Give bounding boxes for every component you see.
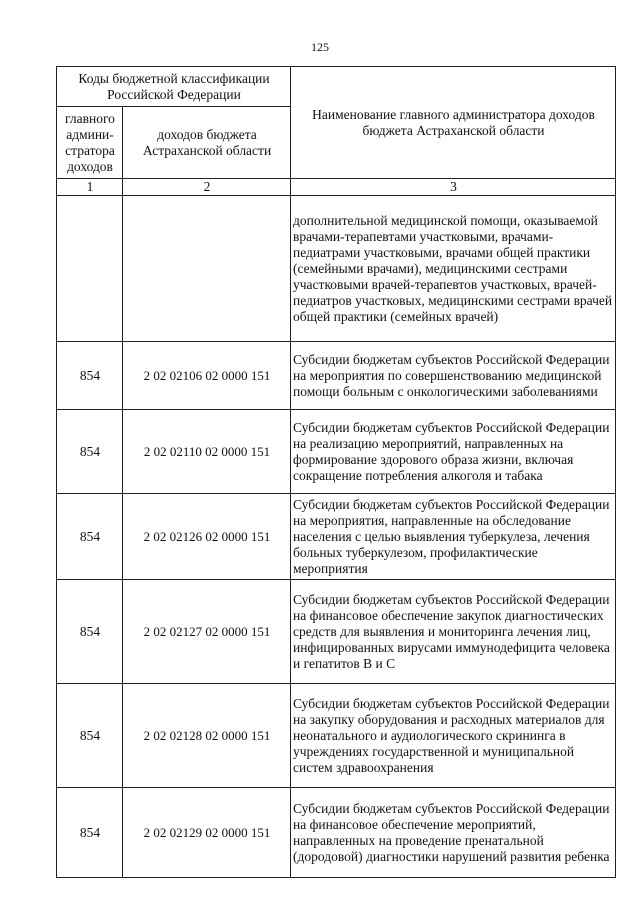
admin-code-cell: 854 (57, 788, 123, 878)
header-budget-codes-group: Коды бюджетной классификации Российской Федерации (57, 67, 291, 107)
column-number-3: 3 (291, 179, 616, 196)
table-row (57, 580, 616, 684)
header-main-administrator: главного админи-стратора доходов (57, 107, 123, 179)
income-name-cell: дополнительной медицинской помощи, оказываемой врачами-терапевтами участковыми, врачами-педиатрами участковыми, врачами общей практики (семейными врачами), медицинскими сестрами участковыми врачей-терапевтов участковых, врачей-педиатров участковых, медицинскими сестрами врачей общей практики (семейных врачей) (291, 196, 616, 342)
table-row (57, 196, 616, 342)
admin-code-cell: 854 (57, 342, 123, 410)
income-name-cell: Субсидии бюджетам субъектов Российской Федерации на финансовое обеспечение мероприятий, направленных на проведение пренатальной (дородовой) диагностики нарушений развития ребенка (291, 788, 616, 878)
table-row (57, 342, 616, 410)
income-name-cell: Субсидии бюджетам субъектов Российской Федерации на закупку оборудования и расходных материалов для неонатального и аудиологического скрининга в учреждениях государственной и муниципальной систем здравоохранения (291, 684, 616, 788)
budget-codes-table (56, 66, 616, 878)
income-code-cell: 2 02 02106 02 0000 151 (123, 342, 291, 410)
table-row (57, 494, 616, 580)
income-code-cell: 2 02 02110 02 0000 151 (123, 410, 291, 494)
page-number: 125 (311, 40, 329, 54)
income-code-cell (123, 196, 291, 342)
column-number-2: 2 (123, 179, 291, 196)
header-income-code: доходов бюджета Астраханской области (123, 107, 291, 179)
table-row (57, 788, 616, 878)
income-name-cell: Субсидии бюджетам субъектов Российской Федерации на финансовое обеспечение закупок диагностических средств для выявления и мониторинга лечения лиц, инфицированных вирусами иммунодефицита человека и гепатитов В и С (291, 580, 616, 684)
income-name-cell: Субсидии бюджетам субъектов Российской Федерации на мероприятия по совершенствованию медицинской помощи больным с онкологическими заболеваниями (291, 342, 616, 410)
income-code-cell: 2 02 02128 02 0000 151 (123, 684, 291, 788)
column-number-1: 1 (57, 179, 123, 196)
income-name-cell: Субсидии бюджетам субъектов Российской Федерации на мероприятия, направленные на обследование населения с целью выявления туберкулеза, лечения больных туберкулезом, профилактические мероприятия (291, 494, 616, 580)
admin-code-cell: 854 (57, 684, 123, 788)
table-row (57, 410, 616, 494)
admin-code-cell (57, 196, 123, 342)
admin-code-cell: 854 (57, 580, 123, 684)
admin-code-cell: 854 (57, 410, 123, 494)
admin-code-cell: 854 (57, 494, 123, 580)
income-code-cell: 2 02 02127 02 0000 151 (123, 580, 291, 684)
income-name-cell: Субсидии бюджетам субъектов Российской Федерации на реализацию мероприятий, направленных на формирование здорового образа жизни, включая сокращение потребления алкоголя и табака (291, 410, 616, 494)
income-code-cell: 2 02 02129 02 0000 151 (123, 788, 291, 878)
header-administrator-name: Наименование главного администратора доходов бюджета Астраханской области (291, 67, 616, 179)
table-row (57, 684, 616, 788)
income-code-cell: 2 02 02126 02 0000 151 (123, 494, 291, 580)
